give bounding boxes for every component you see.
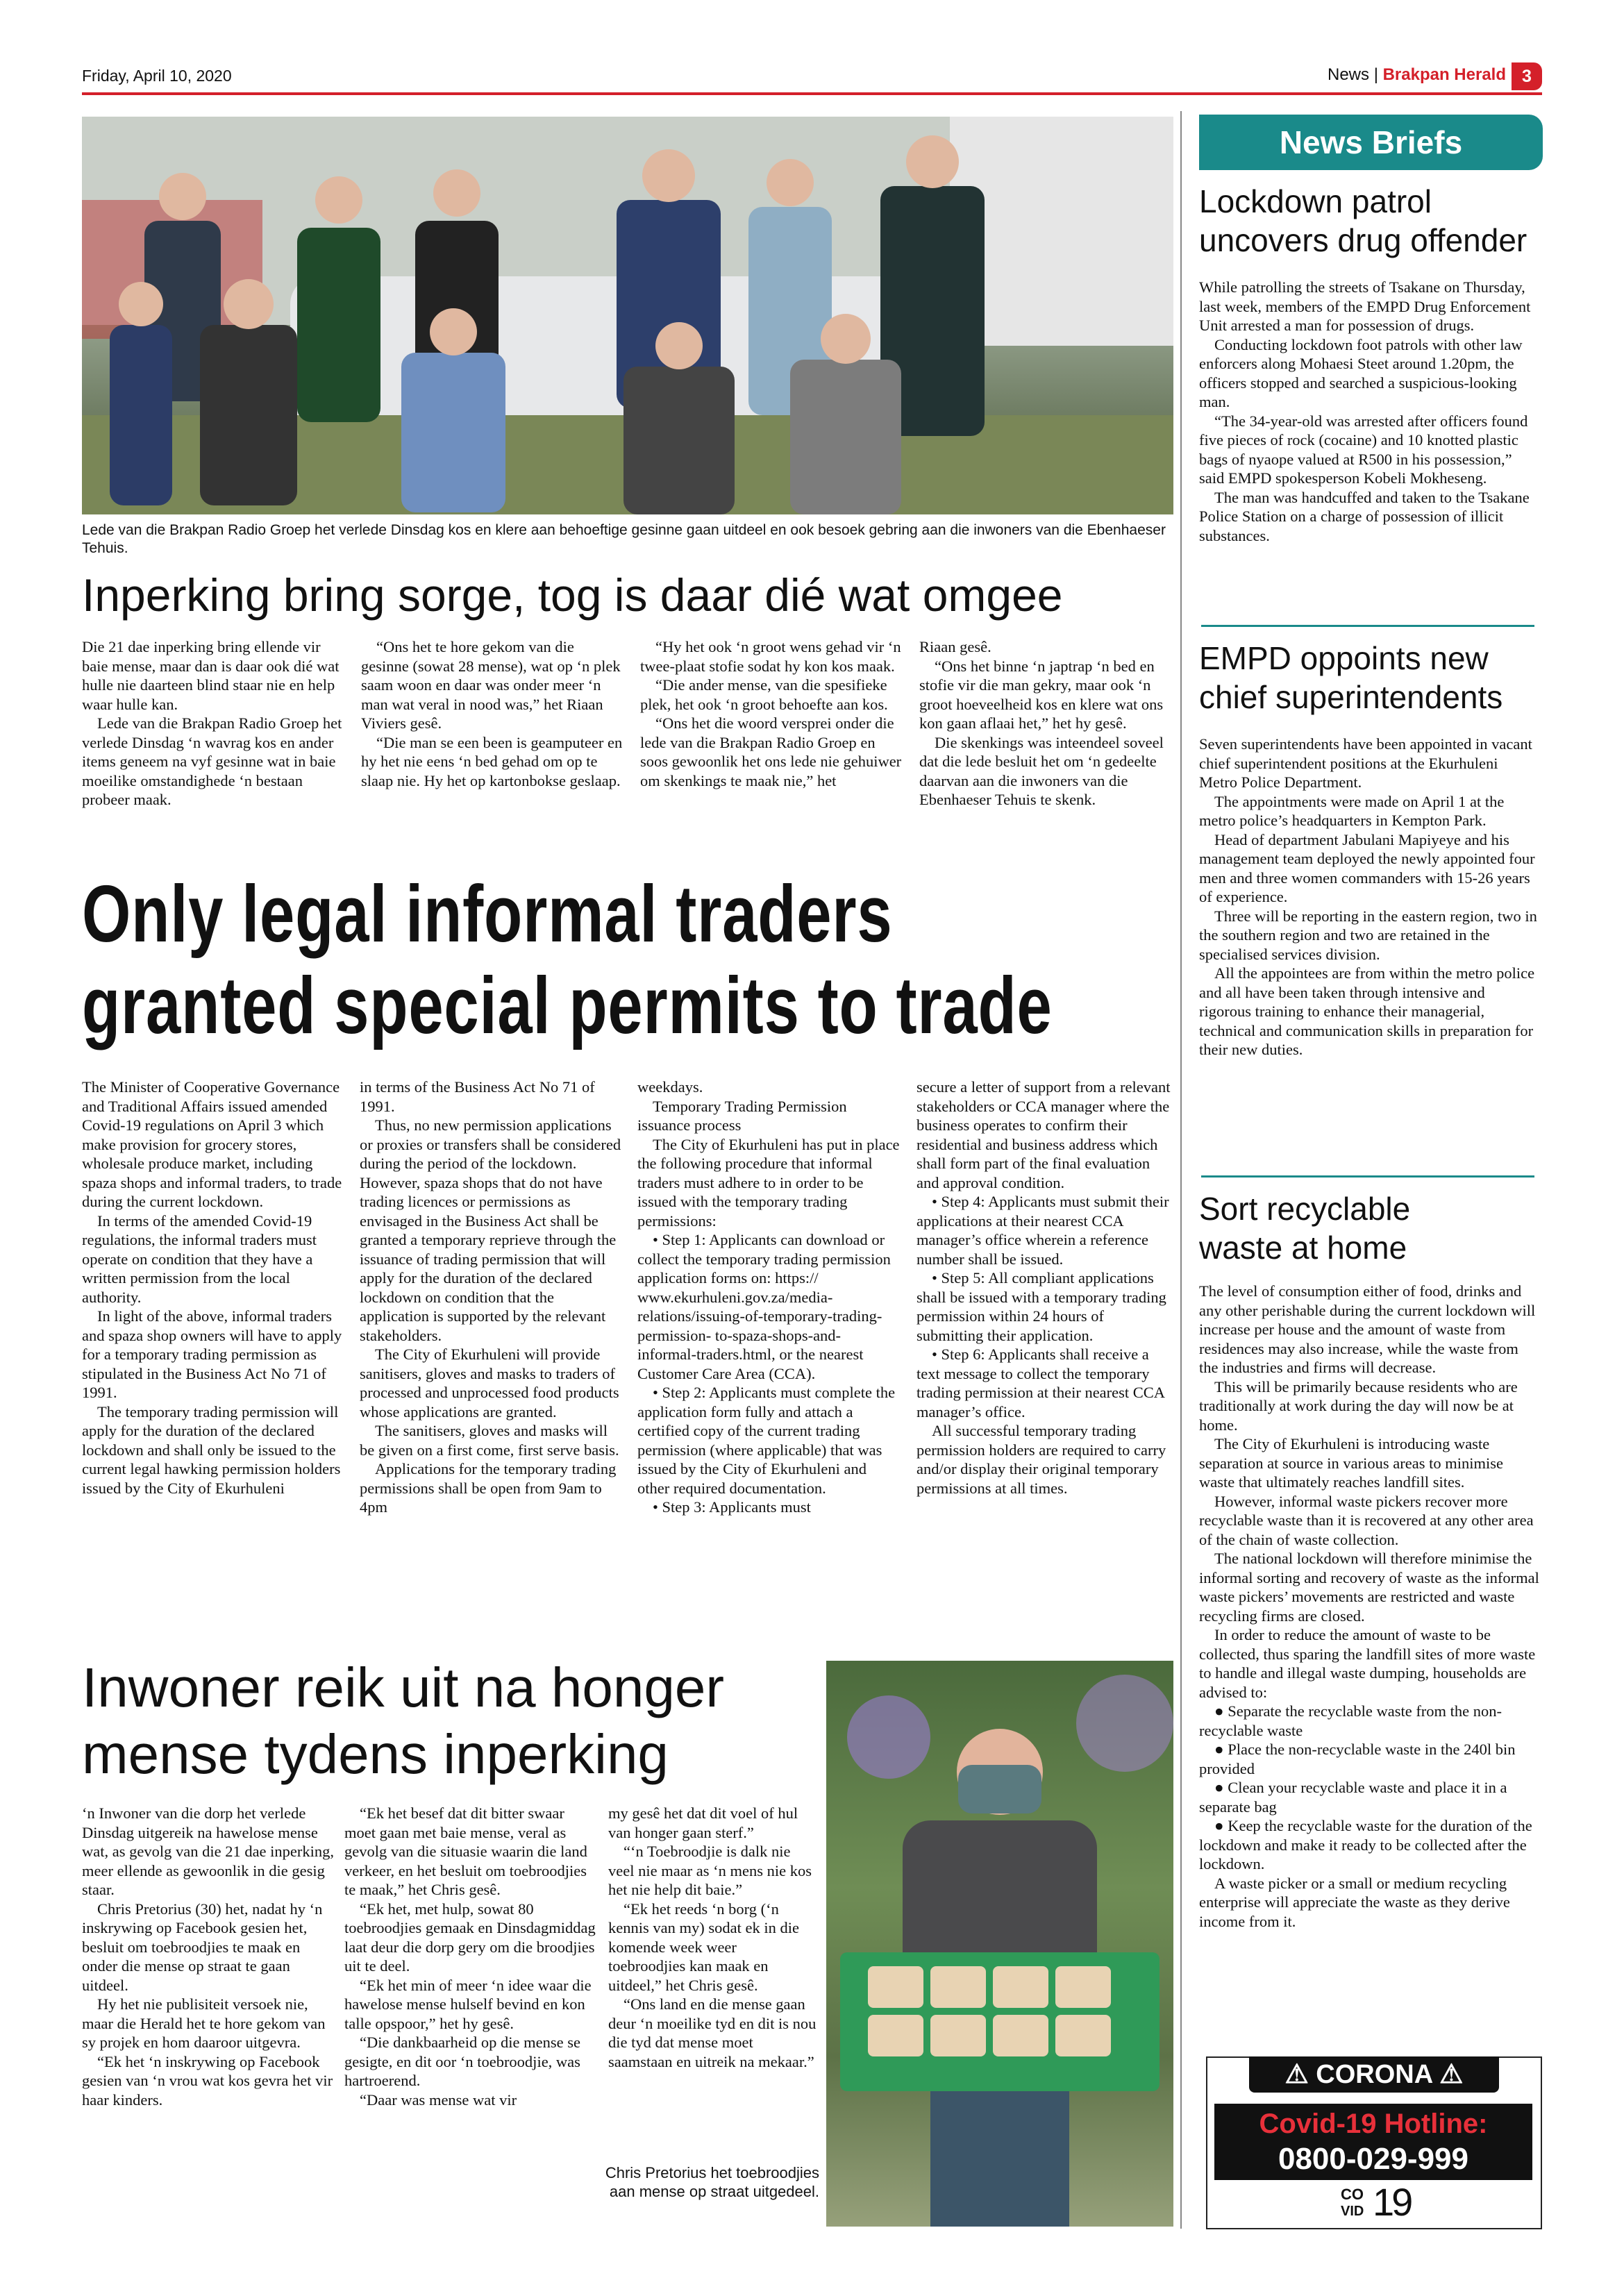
story1-para: Die 21 dae inperking bring ellende vir baie mense, maar dan is daar ook dié wat hulle nie daarteen blind staar nie en help waar hulle kan. — [82, 638, 340, 713]
headline-inperking: Inperking bring sorge, tog is daar dié wat omgee — [82, 569, 1063, 621]
radio-group-photo — [82, 117, 1173, 514]
story2-para: Applications for the temporary trading permissions shall be open from 9am to 4pm — [360, 1460, 617, 1516]
story2-para: weekdays. — [637, 1078, 703, 1096]
photo-caption-1: Lede van die Brakpan Radio Groep het verlede Dinsdag kos en klere aan behoeftige gesinne gaan uitdeel en ook besoek gebring aan die inwoners van die Ebenhaeser Tehuis. — [82, 522, 1166, 556]
story2-para: • Step 1: Applicants can download or collect the temporary trading permission application forms on: https:// www.ekurhuleni.gov.za/media-relations/issuing-of-temporary-trading-permission- to-spaza-shops-and-informal-traders.html, or the nearest Customer Care Area (CCA). — [637, 1231, 891, 1382]
brief1-title — [1199, 182, 1543, 260]
story1-para: Lede van die Brakpan Radio Groep het verlede Dinsdag ‘n wavrag kos en ander items geneem na vyf gesinne wat in baie moeilike omstandighede ‘n bestaan probeer maak. — [82, 714, 342, 808]
covid-logo-co: CO — [1341, 2186, 1364, 2203]
story2-column-3 — [637, 1078, 900, 1517]
corona-label-bar — [1249, 2056, 1499, 2093]
story3-para: “Ek het besef dat dit bitter swaar moet gaan met baie mense, veral as gevolg van die situasie waarin die land verkeer, en het besluit om toebroodjies te maak,” het Chris gesê. — [344, 1804, 587, 1898]
story3-para: Hy het nie publisiteit versoek nie, maar die Herald het te hore gekom van sy projek en hom daaroor uitgevra. — [82, 1995, 326, 2051]
story2-para: • Step 4: Applicants must submit their applications at their nearest CCA manager’s office wherein a reference number shall be issued. — [916, 1193, 1169, 1268]
chris-pretorius-photo — [826, 1661, 1173, 2227]
story3-column-2 — [344, 1804, 598, 2109]
brief1-title-line: uncovers drug offender — [1199, 222, 1527, 258]
brief-para: ● Keep the recyclable waste for the duration of the lockdown and make it ready to be collected after the lockdown. — [1199, 1817, 1532, 1872]
story2-para: Temporary Trading Permission issuance process — [637, 1097, 847, 1134]
brief3-body — [1199, 1282, 1539, 1931]
brief-para: Conducting lockdown foot patrols with other law enforcers along Mohaesi Steet around 1.20pm, the officers stopped and searched a suspicious-looking man. — [1199, 335, 1523, 410]
brief-para: The national lockdown will therefore minimise the informal sorting and recovery of waste as the informal waste pickers’ movements are restricted and waste recycling firms are closed. — [1199, 1550, 1539, 1625]
story1-para: Die skenkings was inteendeel soveel dat die lede besluit het om ‘n gedeelte daarvan aan die inwoners van die Ebenhaeser Tehuis te skenk. — [919, 733, 1164, 808]
brief-divider — [1201, 1175, 1534, 1178]
brief-para: ● Clean your recyclable waste and place it in a separate bag — [1199, 1779, 1507, 1816]
hotline-label: Covid-19 Hotline: — [1259, 2109, 1488, 2139]
story2-para: Thus, no new permission applications or proxies or transfers shall be considered during the period of the lockdown. However, spaza shops that do not have trading licences or permissions as envisaged in the Business Act shall be granted a temporary reprieve through the issuance of trading permission that will apply for the duration of the declared lockdown on condition that the application is supported by the relevant stakeholders. — [360, 1116, 621, 1344]
news-briefs-title: News Briefs — [1279, 124, 1463, 160]
story1-column-2 — [361, 637, 623, 790]
brief-para: Three will be reporting in the eastern region, two in the southern region and two are retained in the specialised services division. — [1199, 907, 1537, 963]
brief-para: “The 34-year-old was arrested after officers found five pieces of rock (cocaine) and 10 knotted plastic bags of nyaope valued at R500 in his possession,” said EMPD spokesperson Kobeli Mokheseng. — [1199, 412, 1528, 487]
headline-only-legal-traders — [82, 868, 1053, 1051]
photo-caption-3: Chris Pretorius het toebroodjies aan mense op straat uitgedeel. — [605, 2164, 819, 2200]
story3-para: “‘n Toebroodjie is dalk nie veel nie maar as ‘n mens nie kos het nie help dit baie.” — [608, 1843, 812, 1898]
headline-inwoner-reik-uit — [82, 1654, 832, 1788]
story2-para: secure a letter of support from a relevant stakeholders or CCA manager where the business operates to confirm their residential and business address which shall form part of the final evaluation and approval condition. — [916, 1078, 1171, 1191]
story1-para: “Hy het ook ‘n groot wens gehad vir ‘n twee-plaat stofie sodat hy kon kos maak. — [640, 638, 901, 675]
brief-para: However, informal waste pickers recover more recyclable waste than it is recovered at any other area of the chain of waste collection. — [1199, 1492, 1534, 1548]
story3-column-1 — [82, 1804, 336, 2109]
headline-line-1: Inwoner reik uit na honger — [82, 1657, 724, 1718]
story2-para: in terms of the Business Act No 71 of 1991. — [360, 1078, 595, 1115]
story2-para: • Step 2: Applicants must complete the application form fully and attach a certified copy of the current trading permission (where applicable) that was issued by the City of Ekurhuleni and other required documentation. — [637, 1384, 896, 1497]
covid-logo-19: 19 — [1373, 2180, 1411, 2224]
radio-group-illustration — [82, 117, 1173, 514]
brief-para: A waste picker or a small or medium recycling enterprise will appreciate the waste as they derive income from it. — [1199, 1874, 1510, 1930]
brief-para: The appointments were made on April 1 at the metro police’s headquarters in Kempton Park. — [1199, 792, 1505, 829]
story2-para: All successful temporary trading permission holders are required to carry and/or display their original temporary permissions at all times. — [916, 1422, 1166, 1497]
brief-para: This will be primarily because residents who are traditionally at work during the day will now be at home. — [1199, 1377, 1518, 1434]
story1-column-3 — [640, 637, 903, 790]
story2-para: The Minister of Cooperative Governance and Traditional Affairs issued amended Covid-19 regulations on April 3 which make provision for grocery stores, wholesale produce market, including spaza shops and informal traders, to trade during the current lockdown. — [82, 1078, 342, 1210]
story2-para: The sanitisers, gloves and masks will be given on a first come, first serve basis. — [360, 1422, 619, 1459]
hotline-number: 0800-029-999 — [1278, 2142, 1468, 2176]
story3-para: “Daar was mense wat vir — [360, 2090, 517, 2109]
story2-column-2 — [360, 1078, 622, 1517]
brief-divider — [1201, 625, 1534, 627]
brief1-title-line: Lockdown patrol — [1199, 183, 1432, 219]
brief3-title — [1199, 1189, 1543, 1267]
brief-para: Head of department Jabulani Mapiyeye and his management team deployed the newly appointed four men and three women commanders with 15-26 years of experience. — [1199, 830, 1535, 905]
brief1-body — [1199, 278, 1539, 545]
story3-para: “Ek het, met hulp, sowat 80 toebroodjies gemaak en Dinsdagmiddag laat deur die dorp gery om die broodjies uit te deel. — [344, 1900, 596, 1975]
brief-para: The level of consumption either of food, drinks and any other perishable during the current lockdown will increase per house and the amount of waste from residences may also increase, while the waste from the industries and firms will decrease. — [1199, 1282, 1536, 1376]
story3-para: “Die dankbaarheid op die mense se gesigte, en dit oor ‘n toebroodjie, was hartroerend. — [344, 2034, 580, 2089]
page-number: 3 — [1522, 67, 1532, 86]
story3-para: “Ek het reeds ‘n borg (‘n kennis van my) sodat ek in die komende week weer toebroodjies kan maak en uitdeel,” het Chris gesê. — [608, 1900, 799, 1994]
sandwich-man-illustration — [826, 1661, 1173, 2227]
story3-para: “Ons land en die mense gaan deur ‘n moeilike tyd en dit is nou die tyd dat mense moet saamstaan en uitreik na mekaar.” — [608, 1995, 817, 2070]
story2-para: • Step 5: All compliant applications shall be issued with a temporary trading permission within 24 hours of submitting their application. — [916, 1269, 1166, 1344]
warning-icon: ⚠ — [1284, 2060, 1309, 2089]
story1-para: “Die man se een been is geamputeer en hy het nie eens ‘n bed gehad om op te slaap nie. Hy het op kartonbokse geslaap. — [361, 733, 623, 789]
story2-para: The City of Ekurhuleni has put in place the following procedure that informal traders must adhere to in order to be issued with the temporary trading permissions: — [637, 1135, 900, 1230]
covid-logo-vid: VID — [1341, 2204, 1364, 2219]
story3-para: “Ek het min of meer ‘n idee waar die hawelose mense hulself bevind en kon talle opspoor,” het hy gesê. — [344, 1976, 592, 2032]
headline-line-2: mense tydens inperking — [82, 1723, 669, 1785]
brief3-title-line: Sort recyclable — [1199, 1191, 1411, 1227]
story1-para: “Die ander mense, van die spesifieke plek, het ook ‘n groot behoefte aan kos. — [640, 676, 888, 713]
covid19-logo — [1341, 2180, 1411, 2224]
brief2-title-line: chief superintendents — [1199, 679, 1503, 715]
brief-para: The City of Ekurhuleni is introducing waste separation at source in various areas to minimise waste that ultimately reaches landfill sites. — [1199, 1435, 1503, 1491]
brief2-title-line: EMPD oppoints new — [1199, 640, 1489, 676]
story2-para: The City of Ekurhuleni will provide sanitisers, gloves and masks to traders of processed and unprocessed food products whose applications are granted. — [360, 1346, 619, 1421]
page-number-badge — [1512, 62, 1542, 90]
story3-column-3 — [608, 1804, 817, 2071]
story1-column-1 — [82, 637, 344, 810]
story3-para: Chris Pretorius (30) het, nadat hy ‘n inskrywing op Facebook gesien het, besluit om toebroodjies te maak en onder die mense op straat te gaan uitdeel. — [82, 1900, 323, 1994]
headline-line-1: Only legal informal traders — [82, 869, 893, 959]
masthead-right — [1328, 65, 1506, 85]
story1-para: “Ons het die woord versprei onder die lede van die Brakpan Radio Groep en soos gewoonlik het ons lede nie gehuiwer om skenkings te maak nie,” het — [640, 714, 902, 789]
story3-para: “Ek het ‘n inskrywing op Facebook gesien van ‘n vrou wat kos gevra het vir haar kinders. — [82, 2052, 333, 2109]
brief-para: Seven superintendents have been appointed in vacant chief superintendent positions at the Ekurhuleni Metro Police Department. — [1199, 735, 1532, 791]
header-rule — [82, 92, 1542, 95]
brief-para: ● Place the non-recyclable waste in the 240l bin provided — [1199, 1741, 1516, 1777]
paper-name: Brakpan Herald — [1382, 65, 1506, 84]
story2-para: • Step 6: Applicants shall receive a text message to collect the temporary trading permission at their nearest CCA manager’s office. — [916, 1346, 1164, 1421]
section-label: News — [1328, 65, 1370, 84]
brief-para: The man was handcuffed and taken to the Tsakane Police Station on a charge of possession of illicit substances. — [1199, 488, 1530, 544]
story2-para: • Step 3: Applicants must — [653, 1498, 811, 1516]
news-briefs-banner — [1199, 115, 1543, 170]
story1-para: “Ons het binne ‘n japtrap ‘n bed en stofie vir die man gekry, maar ook ‘n groot hoeveelheid kos en klere wat ons kon gaan aflaai het,” het hy gesê. — [919, 657, 1164, 732]
story3-para: my gesê het dat dit voel of hul van honger gaan sterf.” — [608, 1804, 798, 1841]
story2-column-4 — [916, 1078, 1173, 1498]
story1-column-4 — [919, 637, 1173, 810]
story1-para: “Ons het te hore gekom van die gesinne (sowat 28 mense), wat op ‘n plek saam woon en daar was onder meer ‘n man wat veral in nood was,” het Riaan Viviers gesê. — [361, 638, 621, 732]
brief3-title-line: waste at home — [1199, 1230, 1407, 1266]
hotline-box — [1214, 2104, 1532, 2180]
brief-para: ● Separate the recyclable waste from the non-recyclable waste — [1199, 1702, 1502, 1739]
headline-line-2: granted special permits to trade — [82, 960, 1053, 1050]
story2-para: In terms of the amended Covid-19 regulations, the informal traders must operate on condition that they have a written permission from the local authority. — [82, 1212, 317, 1306]
covid-hotline-ad — [1206, 2056, 1542, 2229]
corona-label: CORONA — [1316, 2060, 1432, 2089]
story2-para: The temporary trading permission will apply for the duration of the declared lockdown and shall only be issued to the current legal hawking permission holders issued by the City of Ekurhuleni — [82, 1402, 341, 1497]
brief-para: While patrolling the streets of Tsakane on Thursday, last week, members of the EMPD Drug Enforcement Unit arrested a man for possession of drugs. — [1199, 278, 1531, 334]
page-date: Friday, April 10, 2020 — [82, 67, 232, 85]
brief2-title — [1199, 639, 1543, 717]
story1-para: Riaan gesê. — [919, 638, 991, 655]
story2-para: In light of the above, informal traders and spaza shop owners will have to apply for a temporary trading permission as stipulated in the Business Act No 71 of 1991. — [82, 1307, 342, 1401]
separator: | — [1373, 65, 1383, 84]
brief-para: All the appointees are from within the metro police and all have been taken through intensive and rigorous training to enhance their managerial, technical and communication skills in preparation for their new duties. — [1199, 964, 1535, 1058]
story2-column-1 — [82, 1078, 344, 1498]
story3-para: ‘n Inwoner van die dorp het verlede Dinsdag uitgereik na hawelose mense wat, as gevolg van die 21 dae inperking, meer ellende as gewoonlik in die gesig staar. — [82, 1804, 335, 1898]
brief-para: In order to reduce the amount of waste to be collected, thus sparing the landfill sites of more waste to handle and illegal waste dumping, households are advised to: — [1199, 1626, 1536, 1701]
column-divider — [1180, 111, 1182, 2229]
brief2-body — [1199, 735, 1539, 1059]
warning-icon: ⚠ — [1439, 2060, 1464, 2089]
